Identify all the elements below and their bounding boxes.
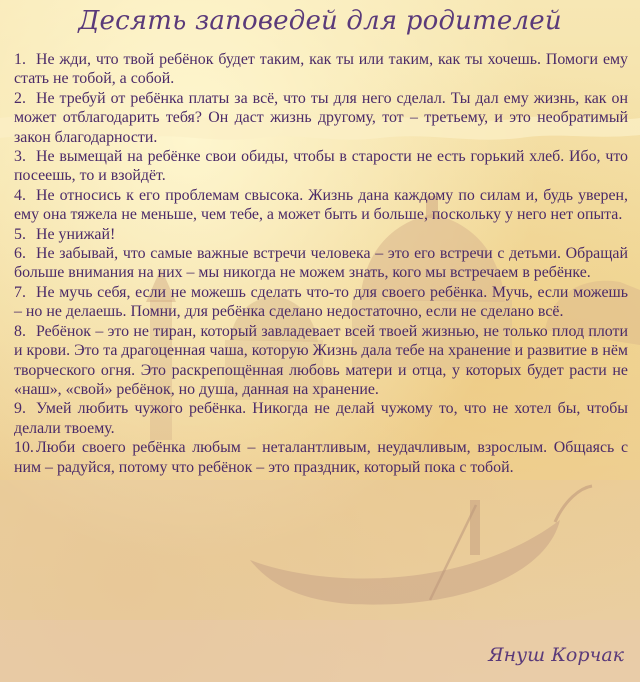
item-text: Не забывай, что самые важные встречи человека – это его встречи с детьми. Обращай больше внимания на них – мы никогда не можем знать, кого мы встречаем в ребёнке. [14,245,628,282]
item-number: 6. [14,245,26,263]
commandment-6 [14,244,628,283]
commandment-5 [14,225,628,244]
page-title: Десять заповедей для родителей [78,6,562,36]
item-text: Не требуй от ребёнка платы за всё, что ты для него сделал. Ты дал ему жизнь, как он может отблагодарить тебя? Он даст жизнь другому, тот – третьему, и это необратимый закон благодарности. [14,89,628,146]
commandment-3 [14,147,628,186]
item-text: Не мучь себя, если не можешь сделать что-то для своего ребёнка. Мучь, если можешь – но не делаешь. Помни, для ребёнка сделано недостаточно, если не сделано всё. [14,283,628,321]
commandment-9 [14,399,628,438]
commandment-7 [14,283,628,322]
commandments-list [14,50,628,477]
item-text: Ребёнок – это не тиран, который завладевает всей твоей жизнью, не только плод плоти и крови. Это та драгоценная чаша, которую Жизнь дала тебе на хранение и развитие в нём творческого огня. Это раскрепощённая любовь матери и отца, у которых будет расти не «наш», «свой» ребёнок, но душа, данная на хранение. [14,322,628,398]
item-text: Умей любить чужого ребёнка. Никогда не делай чужому то, что не хотел бы, чтобы делали твоему. [14,400,628,437]
item-number: 1. [14,51,26,68]
commandment-8 [14,322,628,400]
commandment-2 [14,89,628,147]
item-number: 2. [14,89,26,107]
commandment-4 [14,186,628,225]
item-number: 5. [14,225,26,243]
item-number: 10. [14,439,34,457]
item-number: 3. [14,148,26,166]
item-text: Не относись к его проблемам свысока. Жизнь дана каждому по силам и, будь уверен, ему она тяжела не меньше, чем тебе, а может быть и больше, поскольку у него нет опыта. [14,186,628,224]
item-number: 4. [14,186,26,204]
item-text: Не вымещай на ребёнке свои обиды, чтобы в старости не есть горький хлеб. Ибо, что посеешь, то и взойдёт. [14,148,628,185]
commandment-10 [14,438,628,477]
item-number: 7. [14,283,26,301]
author-signature: Януш Корчак [488,644,624,666]
commandment-1 [14,50,628,89]
item-text: Люби своего ребёнка любым – неталантливым, неудачливым, взрослым. Общаясь с ним – радуйся, потому что ребёнок – это праздник, который пока с тобой. [14,439,628,476]
item-number: 9. [14,400,26,418]
item-number: 8. [14,322,26,340]
item-text: Не унижай! [36,225,116,243]
item-text: Не жди, что твой ребёнок будет таким, как ты или таким, как ты хочешь. Помоги ему стать не тобой, а собой. [14,51,628,88]
